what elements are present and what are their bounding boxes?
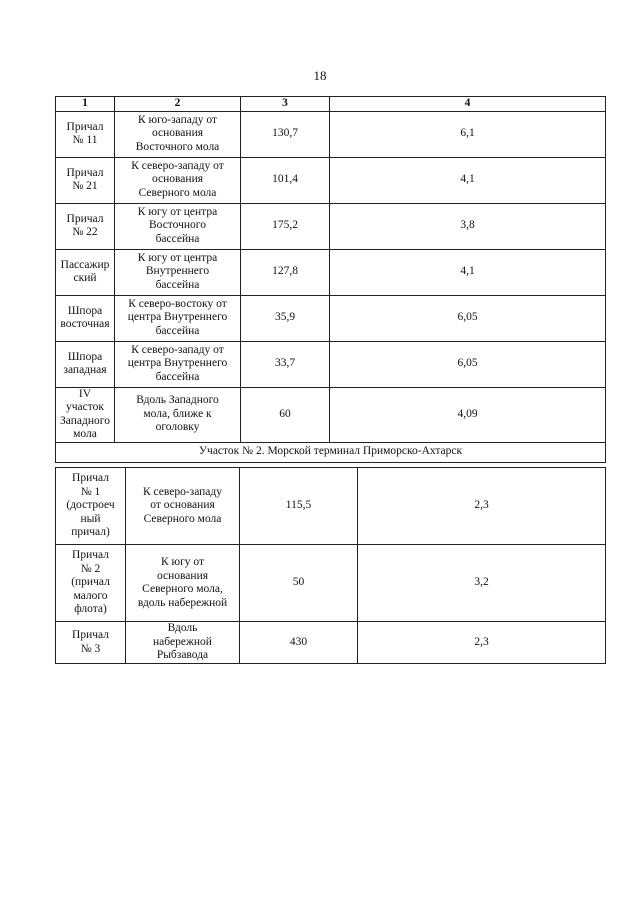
table-row [56, 341, 606, 387]
location-text: Вдоль Западного мола, ближе к оголовку [136, 394, 219, 434]
depth-cell: 4,09 [330, 387, 606, 442]
location-text: Вдоль набережной Рыбзавода [153, 622, 212, 662]
location-text: К югу от центра Внутреннего бассейна [137, 251, 218, 291]
berth-name-cell [56, 295, 115, 341]
berth-name-cell [56, 203, 115, 249]
location-cell [115, 295, 241, 341]
location-cell [115, 157, 241, 203]
berth-name: Причал № 3 [72, 629, 109, 655]
column-header: 4 [330, 97, 606, 112]
table-row [56, 622, 606, 664]
length-cell: 115,5 [240, 468, 358, 545]
section-title: Участок № 2. Морской терминал Приморско-Ахтарск [56, 442, 606, 462]
column-header: 3 [241, 97, 330, 112]
location-text: К северо-западу от центра Внутреннего бассейна [127, 343, 228, 383]
location-text: К югу от основания Северного мола, вдоль набережной [137, 556, 228, 609]
location-text: К юго-западу от основания Восточного мола [135, 113, 220, 153]
berth-name: Причал № 2 (причал малого флота) [71, 549, 110, 616]
location-text: К северо-западу от основания Северного мола [142, 485, 223, 525]
column-header: 1 [56, 97, 115, 112]
length-cell: 60 [241, 387, 330, 442]
depth-cell: 3,8 [330, 203, 606, 249]
berth-name: Шпора восточная [60, 304, 110, 330]
length-cell: 35,9 [241, 295, 330, 341]
page-number: 18 [313, 68, 327, 83]
location-text: К северо-востоку от центра Внутреннего бассейна [127, 297, 228, 337]
table-row [56, 111, 606, 157]
location-text: К северо-западу от основания Северного мола [131, 159, 224, 199]
column-header: 2 [115, 97, 241, 112]
berth-name: Шпора западная [63, 350, 107, 376]
table-header-row [56, 97, 606, 112]
berth-name-cell [56, 622, 126, 664]
depth-cell: 3,2 [358, 545, 606, 622]
location-cell [115, 203, 241, 249]
berth-name: Причал № 22 [66, 212, 104, 238]
berth-table [55, 96, 606, 463]
depth-cell: 4,1 [330, 157, 606, 203]
length-cell: 175,2 [241, 203, 330, 249]
berth-name-cell [56, 249, 115, 295]
location-cell [126, 545, 240, 622]
length-cell: 430 [240, 622, 358, 664]
length-cell: 127,8 [241, 249, 330, 295]
table-row [56, 387, 606, 442]
table-row [56, 203, 606, 249]
length-cell: 33,7 [241, 341, 330, 387]
berth-name: Пассажир ский [60, 258, 110, 284]
depth-cell: 2,3 [358, 622, 606, 664]
depth-cell: 6,05 [330, 341, 606, 387]
berth-name: Причал № 1 (достроеч ный причал) [66, 472, 115, 539]
location-text: К югу от центра Восточного бассейна [137, 205, 218, 245]
location-cell [115, 341, 241, 387]
depth-cell: 2,3 [358, 468, 606, 545]
location-cell [115, 387, 241, 442]
length-cell: 130,7 [241, 111, 330, 157]
depth-cell: 6,1 [330, 111, 606, 157]
depth-cell: 6,05 [330, 295, 606, 341]
berth-table-section-2 [55, 467, 606, 664]
length-cell: 101,4 [241, 157, 330, 203]
location-cell [115, 111, 241, 157]
berth-name-cell [56, 468, 126, 545]
berth-name: Причал № 21 [66, 166, 104, 192]
section-row [56, 442, 606, 462]
table-row [56, 157, 606, 203]
berth-name-cell [56, 157, 115, 203]
location-cell [115, 249, 241, 295]
length-cell: 50 [240, 545, 358, 622]
table-row [56, 249, 606, 295]
berth-name: IV участок Западного мола [60, 387, 110, 440]
table-row [56, 545, 606, 622]
berth-name-cell [56, 387, 115, 442]
berth-name: Причал № 11 [66, 120, 104, 146]
table-row [56, 468, 606, 545]
location-cell [126, 468, 240, 545]
table-row [56, 295, 606, 341]
berth-name-cell [56, 341, 115, 387]
depth-cell: 4,1 [330, 249, 606, 295]
berth-name-cell [56, 545, 126, 622]
location-cell [126, 622, 240, 664]
berth-name-cell [56, 111, 115, 157]
